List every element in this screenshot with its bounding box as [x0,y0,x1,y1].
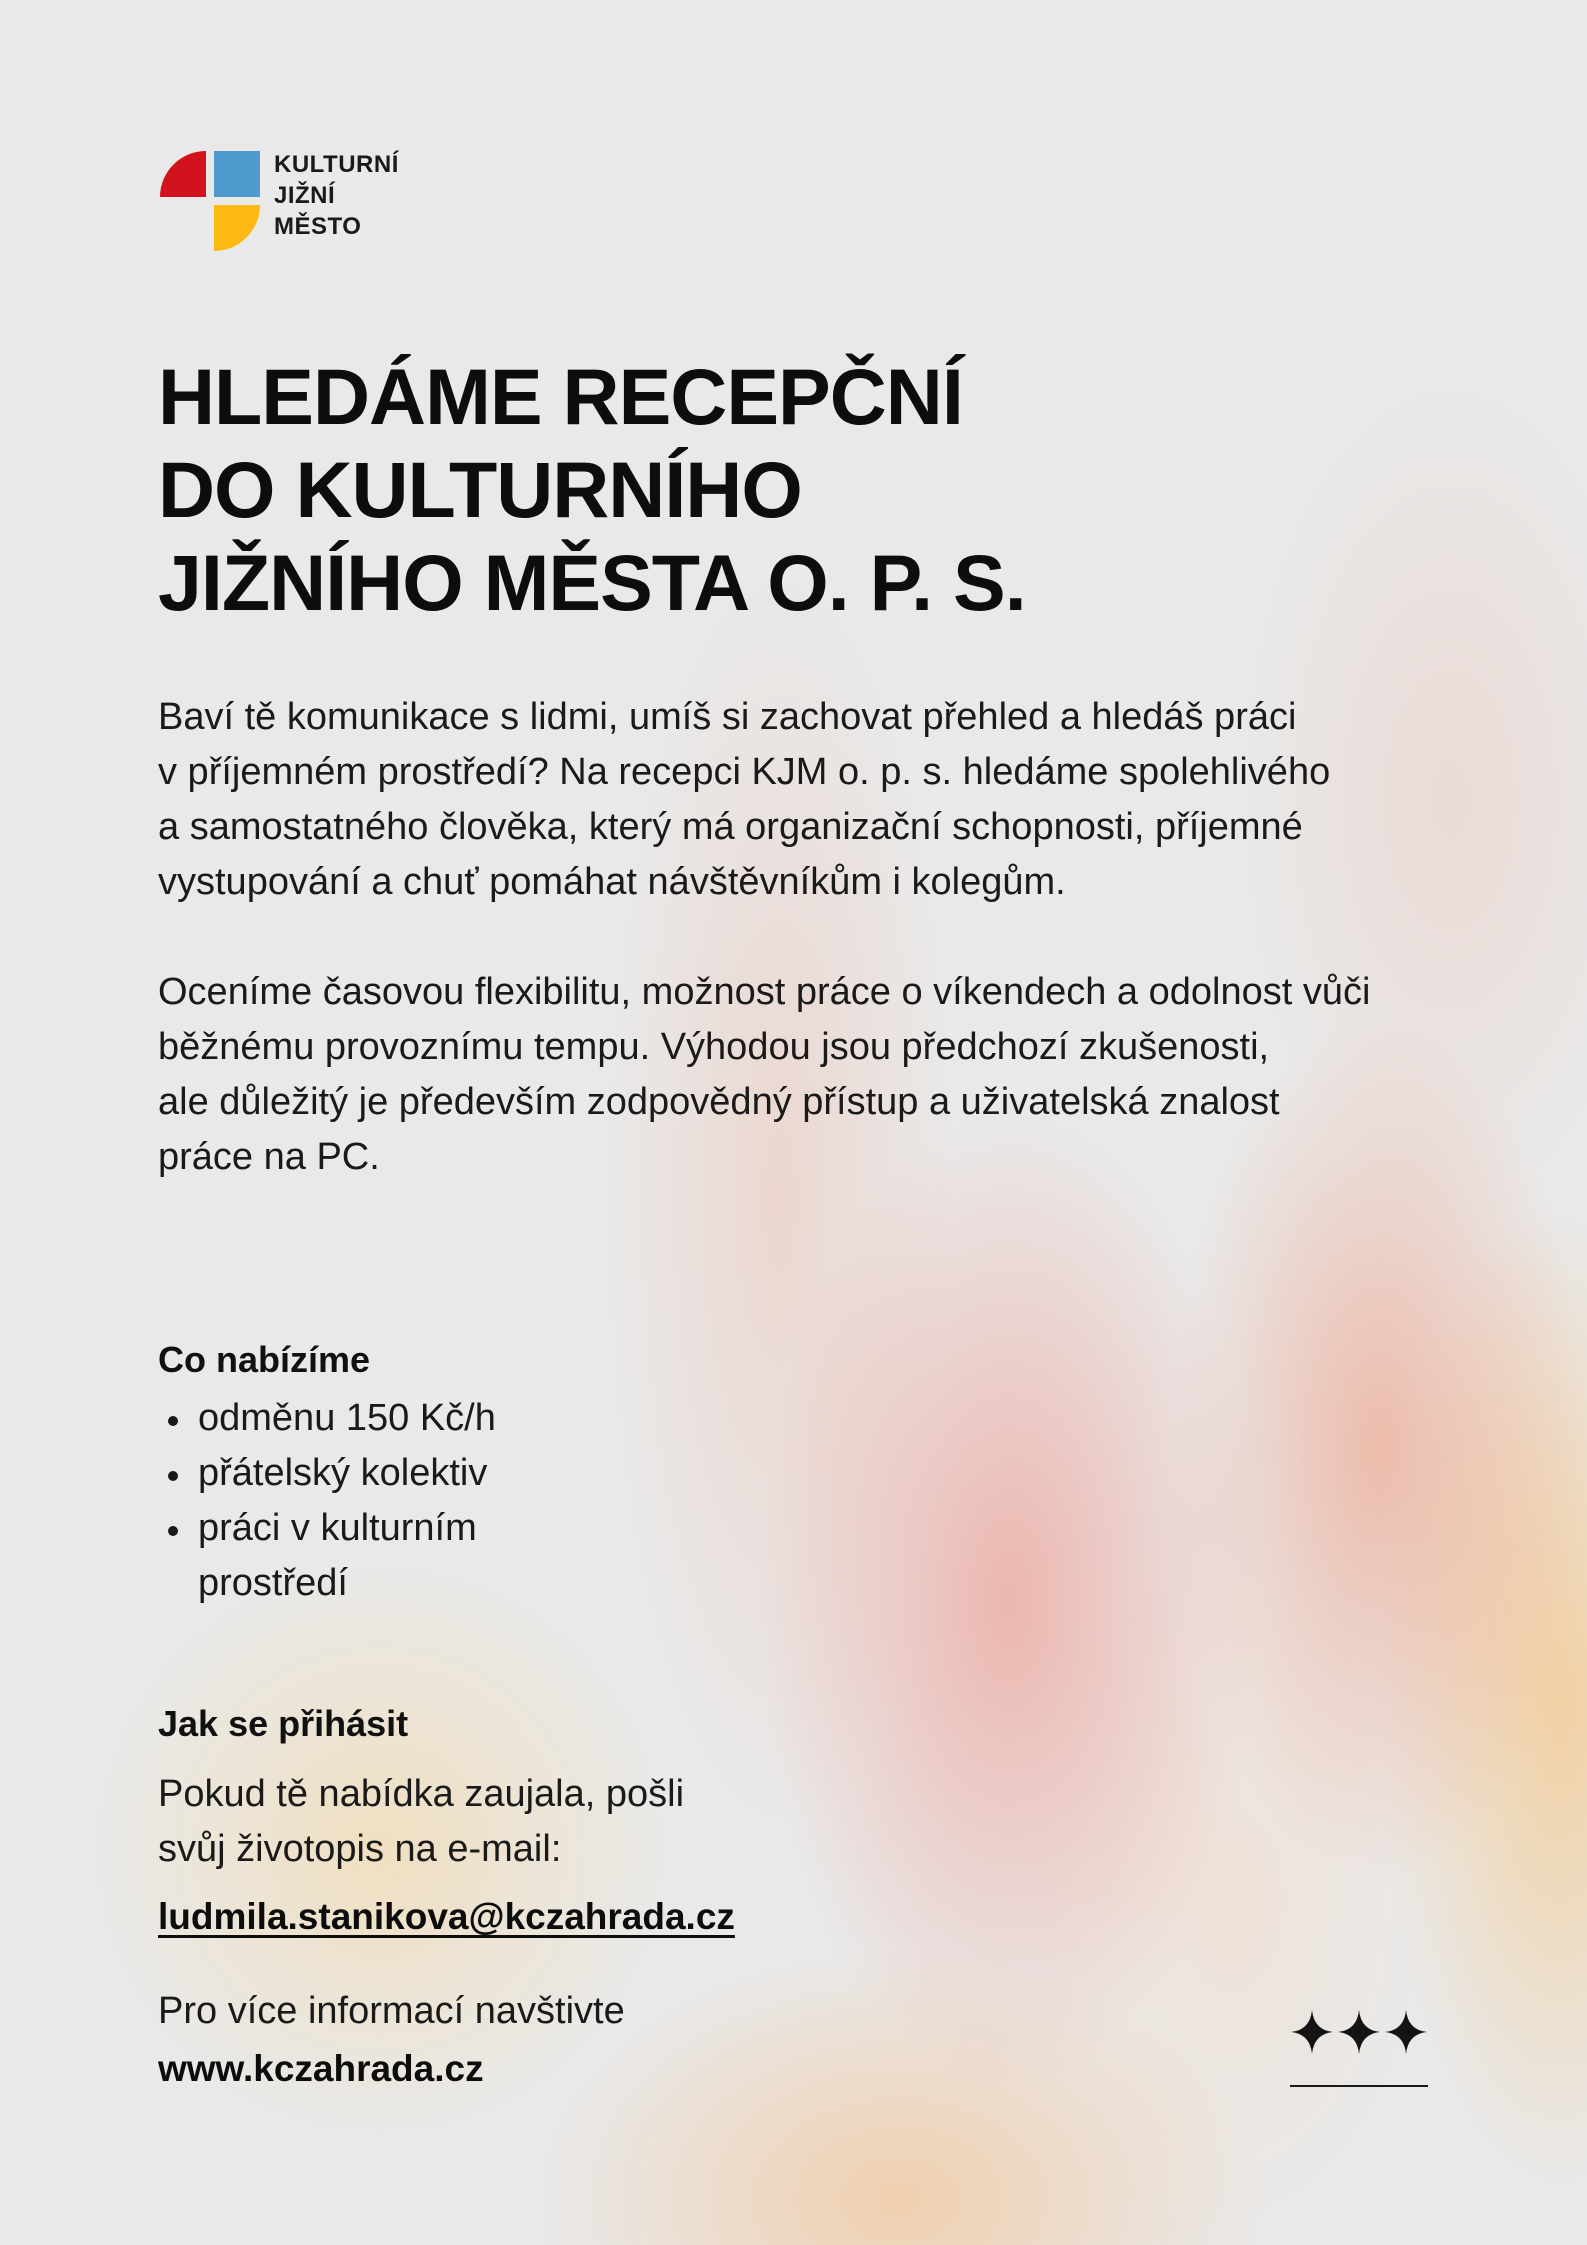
logo-yellow-quarter [214,205,260,251]
logo-line: JIŽNÍ [274,182,336,209]
logo-wordmark [274,149,399,242]
intro-paragraph-1 [158,690,1458,910]
text-line: ale důležitý je především zodpovědný přístup a uživatelská znalost [158,1081,1280,1123]
website-link[interactable]: www.kczahrada.cz [158,2048,484,2089]
offer-item: přátelský kolektiv [158,1446,618,1501]
more-info-text: Pro více informací navštivte [158,1990,625,2032]
title-line: JIŽNÍHO MĚSTA O. P. S. [158,538,1026,627]
offer-item: práci v kulturním prostředí [158,1501,618,1611]
text-line: v příjemném prostředí? Na recepci KJM o. p. s. hledáme spolehlivého [158,751,1331,793]
intro-paragraph-2 [158,965,1458,1185]
apply-text [158,1767,858,1877]
text-line: a samostatného člověka, který má organizační schopnosti, příjemné [158,806,1303,848]
offer-item: odměnu 150 Kč/h [158,1391,618,1446]
title-line: DO KULTURNÍHO [158,445,802,534]
text-line: vystupování a chuť pomáhat návštěvníkům i kolegům. [158,861,1066,903]
logo-mark-icon [158,149,262,257]
apply-heading: Jak se přihásit [158,1703,409,1744]
logo-line: MĚSTO [274,213,362,240]
logo [158,149,438,259]
logo-red-quarter [160,151,206,197]
text-line: Baví tě komunikace s lidmi, umíš si zachovat přehled a hledáš práci [158,696,1297,738]
sparkle-star [1385,2010,1427,2054]
text-line: Oceníme časovou flexibilitu, možnost práce o víkendech a odolnost vůči [158,971,1371,1013]
text-line: svůj životopis na e-mail: [158,1828,562,1870]
sparkle-star [1291,2010,1333,2054]
sparkle-star [1338,2010,1380,2054]
logo-blue-square [214,151,260,197]
text-line: Pokud tě nabídka zaujala, pošli [158,1773,685,1815]
text-line: práce na PC. [158,1136,380,1178]
page-title [158,350,1408,629]
offer-heading: Co nabízíme [158,1339,371,1380]
email-link[interactable]: ludmila.stanikova@kczahrada.cz [158,1896,735,1937]
decorative-underline [1290,2085,1428,2087]
offer-list [158,1391,618,1611]
title-line: HLEDÁME RECEPČNÍ [158,352,963,441]
sparkle-stars-icon [1288,2005,1430,2059]
text-line: běžnému provoznímu tempu. Výhodou jsou předchozí zkušenosti, [158,1026,1270,1068]
logo-line: KULTURNÍ [274,151,399,178]
